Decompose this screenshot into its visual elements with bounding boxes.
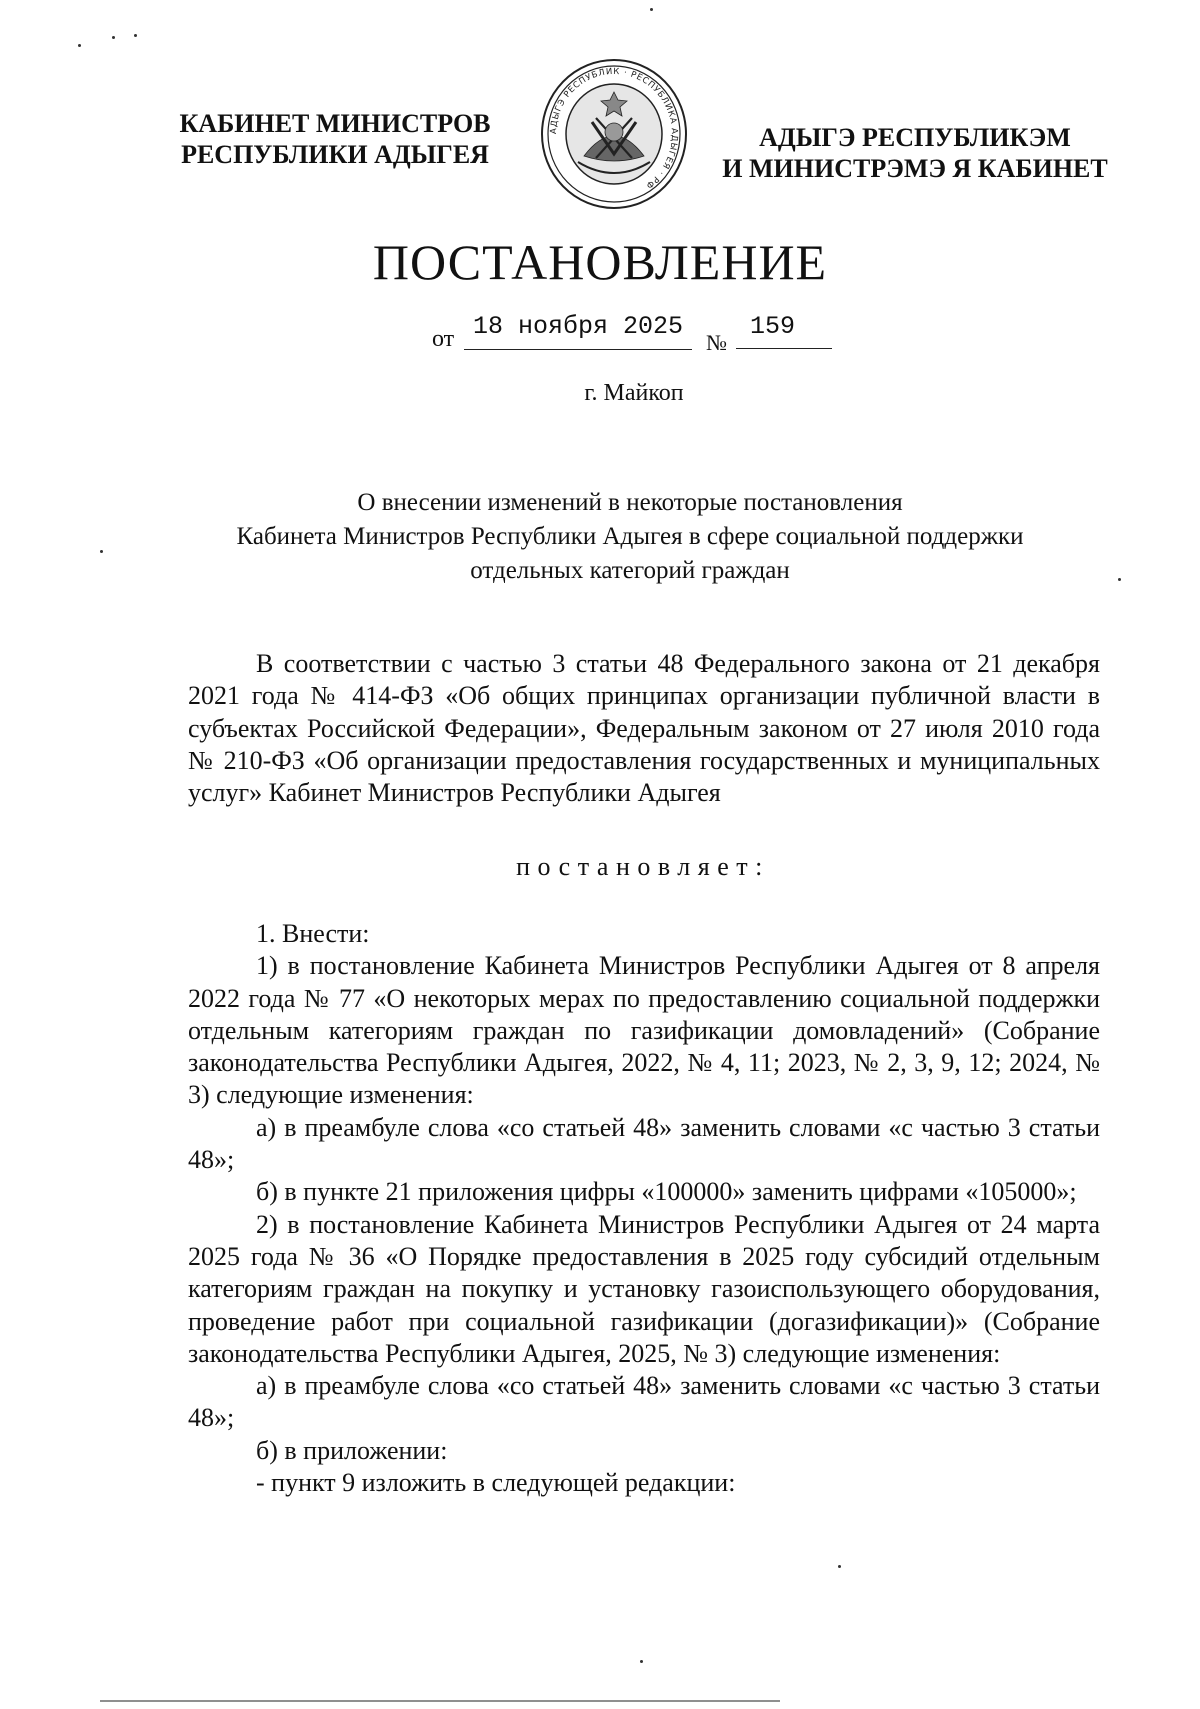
subject-line: Кабинета Министров Республики Адыгея в сфере социальной поддержки bbox=[236, 523, 1024, 550]
subject-line: отдельных категорий граждан bbox=[470, 557, 790, 584]
preamble-block bbox=[188, 648, 1100, 809]
issuer-name-adyghe bbox=[720, 122, 1110, 184]
scan-speck bbox=[640, 1660, 643, 1663]
resolution-item: 1) в постановление Кабинета Министров Республики Адыгея от 8 апреля 2022 года № 77 «О некоторых мерах по предоставлению социальной поддержки отдельным категориям граждан по газификации домовладений» (Собрание законодательства Республики Адыгея, 2022, № 4, 11; 2023, № 2, 3, 9, 12; 2024, № 3) следующие изменения: bbox=[188, 951, 1100, 1110]
document-title: ПОСТАНОВЛЕНИЕ bbox=[372, 234, 828, 290]
document-number: 159 bbox=[736, 312, 832, 349]
issuer-line: И МИНИСТРЭМЭ Я КАБИНЕТ bbox=[722, 154, 1108, 183]
number-label: № bbox=[706, 330, 727, 355]
emblem-ring-text: АДЫГЭ РЕСПУБЛИК · РЕСПУБЛИКА АДЫГЕЯ · РФ bbox=[548, 66, 680, 191]
scan-speck bbox=[134, 34, 137, 37]
scan-speck bbox=[100, 550, 103, 553]
resolves-word: постановляет: bbox=[516, 852, 770, 881]
resolution-item: 2) в постановление Кабинета Министров Республики Адыгея от 24 марта 2025 года № 36 «О Порядке предоставления в 2025 году субсидий отдельным категориям граждан на покупку и установку газоиспользующего оборудования, проведение работ при социальной газификации (догазификации)» (Собрание законодательства Республики Адыгея, 2025, № 3) следующие изменения: bbox=[188, 1209, 1100, 1368]
scan-speck bbox=[838, 1565, 841, 1568]
resolution-item: б) в приложении: bbox=[256, 1435, 448, 1465]
resolution-item: а) в преамбуле слова «со статьей 48» заменить словами «с частью 3 статьи 48»; bbox=[188, 1371, 1100, 1433]
date-number-line bbox=[0, 312, 1200, 358]
resolution-item: а) в преамбуле слова «со статьей 48» заменить словами «с частью 3 статьи 48»; bbox=[188, 1112, 1100, 1175]
issuer-line: РЕСПУБЛИКИ АДЫГЕЯ bbox=[181, 140, 489, 169]
republic-coat-of-arms-icon bbox=[540, 58, 688, 210]
issuer-name-russian bbox=[150, 108, 520, 170]
resolution-items bbox=[188, 918, 1100, 1499]
scan-edge-line bbox=[100, 1700, 780, 1702]
scan-speck bbox=[112, 36, 115, 39]
date-prefix: от bbox=[432, 326, 455, 352]
scan-speck bbox=[650, 8, 653, 11]
document-subject bbox=[160, 486, 1100, 588]
resolution-item: б) в пункте 21 приложения цифры «100000» заменить цифрами «105000»; bbox=[256, 1177, 1077, 1207]
resolution-item: 1. Внести: bbox=[256, 919, 370, 948]
issuer-line: АДЫГЭ РЕСПУБЛИКЭМ bbox=[759, 123, 1071, 152]
scan-speck bbox=[78, 44, 81, 47]
subject-line: О внесении изменений в некоторые постановления bbox=[357, 489, 903, 516]
issuer-line: КАБИНЕТ МИНИСТРОВ bbox=[179, 109, 491, 138]
city: г. Майкоп bbox=[584, 380, 684, 406]
preamble-paragraph: В соответствии с частью 3 статьи 48 Федерального закона от 21 декабря 2021 года № 414-ФЗ «Об общих принципах организации публичной власти в субъектах Российской Федерации», Федеральным законом от 27 июля 2010 года № 210-ФЗ «Об организации предоставления государственных и муниципальных услуг» Кабинет Министров Республики Адыгея bbox=[188, 649, 1100, 808]
document-date: 18 ноября 2025 bbox=[464, 312, 692, 350]
scan-speck bbox=[1118, 578, 1121, 581]
resolution-item: - пункт 9 изложить в следующей редакции: bbox=[256, 1468, 736, 1498]
